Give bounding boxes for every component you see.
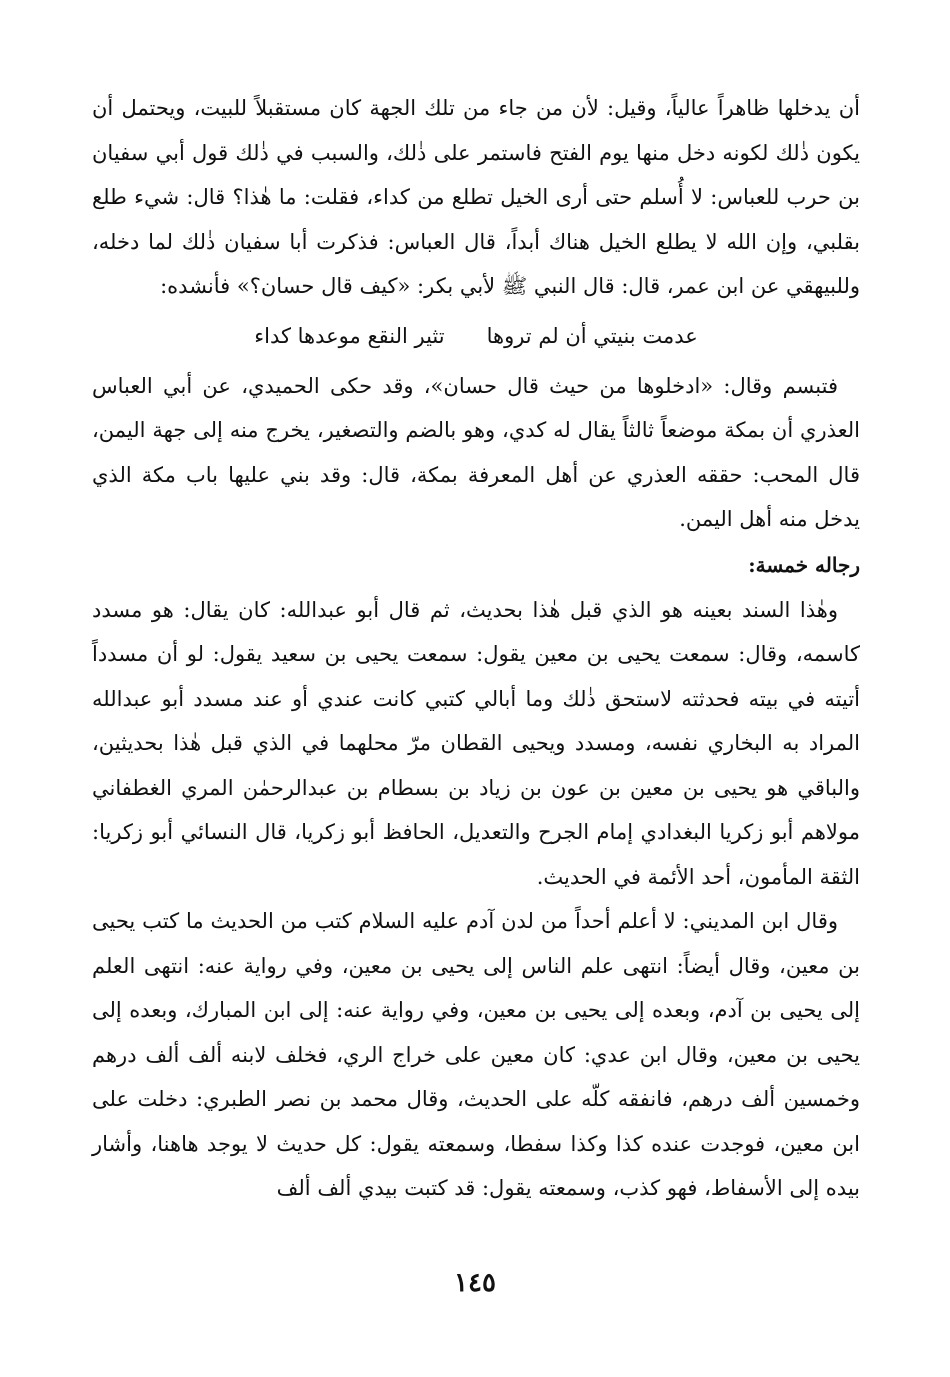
paragraph-3: وهٰذا السند بعينه هو الذي قبل هٰذا بحديث، ثم قال أبو عبدالله: كان يقال: هو مسدد كاسمه، وقال: سمعت يحيى بن معين يقول: سمعت يحيى بن سعيد يقول: لو أن مسدداً أتيته في بيته فحدثته لاستحق ذٰلك وما أبالي كتبي كانت عندي أو عند مسدد أبو عبدالله المراد به البخاري نفسه، ومسدد ويحيى القطان مرّ محلهما في الذي قبل هٰذا بحديثين، والباقي هو يحيى بن معين بن عون بن زياد بن بسطام بن عبدالرحمٰن المري الغطفاني مولاهم أبو زكريا البغدادي إمام الجرح والتعديل، الحافظ أبو زكريا، قال النسائي أبو زكريا: الثقة المأمون، أحد الأئمة في الحديث. <box>92 597 860 889</box>
page-body <box>92 86 860 1211</box>
poem-verse <box>92 314 860 359</box>
poem-second-half: تثير النقع موعدها كداء <box>254 323 445 348</box>
paragraph-4: وقال ابن المديني: لا أعلم أحداً من لدن آدم عليه السلام كتب من الحديث ما كتب يحيى بن معين، وقال أيضاً: انتهى علم الناس إلى يحيى بن معين، وفي رواية عنه: انتهى العلم إلى يحيى بن آدم، وبعده إلى يحيى بن معين، وفي رواية عنه: إلى ابن المبارك، وبعده إلى يحيى بن معين، وقال ابن عدي: كان معين على خراج الري، فخلف لابنه ألف ألف درهم وخمسين ألف درهم، فانفقه كلّه على الحديث، وقال محمد بن نصر الطبري: دخلت على ابن معين، فوجدت عنده كذا وكذا سفطا، وسمعته يقول: كل حديث لا يوجد هاهنا، وأشار بيده إلى الأسفاط، فهو كذب، وسمعته يقول: قد كتبت بيدي ألف ألف <box>92 909 860 1200</box>
poem-first-half: عدمت بنيتي أن لم تروها <box>486 323 698 348</box>
paragraph-2: فتبسم وقال: «ادخلوها من حيث قال حسان»، وقد حكى الحميدي، عن أبي العباس العذري أن بمكة موضعاً ثالثاً يقال له كدي، وهو بالضم والتصغير، يخرج منه إلى جهة اليمن، قال المحب: حققه العذري عن أهل المعرفة بمكة، قال: وقد بني عليها باب مكة الذي يدخل منه أهل اليمن. <box>92 373 860 531</box>
section-heading: رجاله خمسة: <box>748 552 860 577</box>
paragraph-1: أن يدخلها ظاهراً عالياً، وقيل: لأن من جاء من تلك الجهة كان مستقبلاً للبيت، ويحتمل أن يكون ذٰلك لكونه دخل منها يوم الفتح فاستمر على ذٰلك، والسبب في ذٰلك قول أبي سفيان بن حرب للعباس: لا أُسلم حتى أرى الخيل تطلع من كداء، فقلت: ما هٰذا؟ قال: شيء طلع بقلبي، وإن الله لا يطلع الخيل هناك أبداً، قال العباس: فذكرت أبا سفيان ذٰلك لما دخله، وللبيهقي عن ابن عمر، قال: قال النبي ﷺ لأبي بكر: «كيف قال حسان؟» فأنشده: <box>92 96 860 298</box>
page-number: ١٤٥ <box>454 1268 496 1298</box>
